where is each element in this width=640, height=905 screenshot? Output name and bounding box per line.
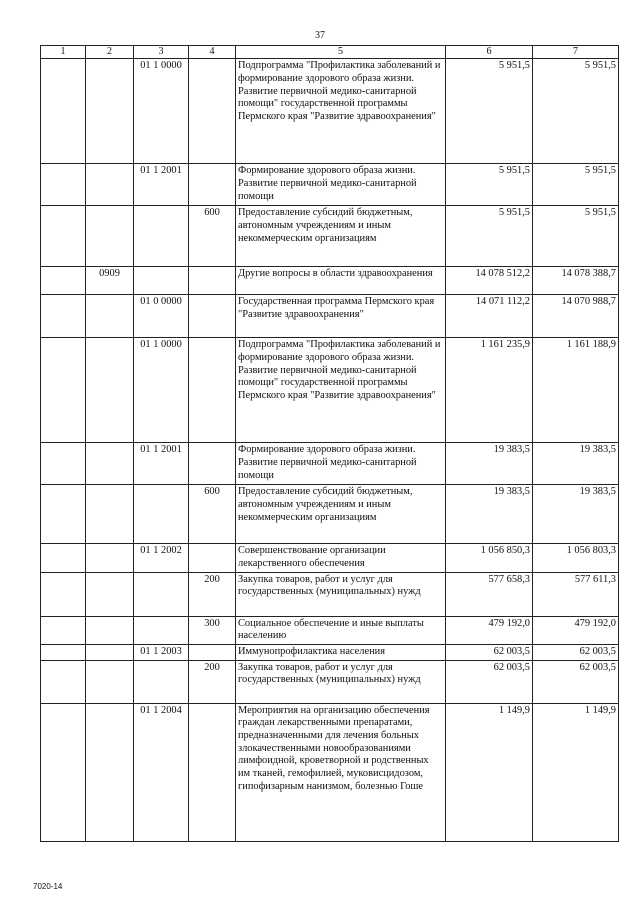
description-cell: Предоставление субсидий бюджетным, автономным учреждениям и иным некоммерческим организациям [236,206,446,267]
amount-cell-col6: 62 003,5 [446,660,533,703]
table-row [41,644,619,660]
subsection-cell [86,644,134,660]
amount-cell-col7: 1 056 803,3 [533,544,619,572]
table-header-row [41,46,619,59]
table-row [41,703,619,841]
expense-type-cell [189,544,236,572]
expense-type-cell [189,59,236,164]
amount-cell-col6: 5 951,5 [446,59,533,164]
subsection-cell [86,660,134,703]
amount-cell-col6: 479 192,0 [446,616,533,644]
column-header: 5 [236,46,446,59]
amount-cell-col6: 577 658,3 [446,572,533,616]
section-cell [41,703,86,841]
amount-cell-col7: 1 161 188,9 [533,338,619,443]
column-header: 7 [533,46,619,59]
expense-type-cell [189,295,236,338]
document-code: 7020-14 [33,882,63,891]
amount-cell-col7: 479 192,0 [533,616,619,644]
target-article-cell [134,616,189,644]
expense-type-cell: 200 [189,572,236,616]
amount-cell-col6: 62 003,5 [446,644,533,660]
target-article-cell: 01 1 2002 [134,544,189,572]
target-article-cell [134,206,189,267]
section-cell [41,660,86,703]
amount-cell-col6: 19 383,5 [446,485,533,544]
description-cell: Иммунопрофилактика населения [236,644,446,660]
table-row [41,443,619,485]
target-article-cell [134,267,189,295]
subsection-cell [86,59,134,164]
amount-cell-col6: 1 161 235,9 [446,338,533,443]
section-cell [41,616,86,644]
target-article-cell: 01 1 0000 [134,338,189,443]
description-cell: Совершенствование организации лекарственного обеспечения [236,544,446,572]
section-cell [41,443,86,485]
target-article-cell: 01 1 2001 [134,443,189,485]
amount-cell-col6: 5 951,5 [446,164,533,206]
description-cell: Подпрограмма "Профилактика заболеваний и формирование здорового образа жизни. Развитие первичной медико-санитарной помощи" государственной программы Пермского края "Развитие здравоохранения" [236,338,446,443]
description-cell: Формирование здорового образа жизни. Развитие первичной медико-санитарной помощи [236,443,446,485]
table-row [41,59,619,164]
section-cell [41,59,86,164]
column-header: 6 [446,46,533,59]
expense-type-cell: 300 [189,616,236,644]
description-cell: Закупка товаров, работ и услуг для государственных (муниципальных) нужд [236,660,446,703]
target-article-cell: 01 0 0000 [134,295,189,338]
description-cell: Другие вопросы в области здравоохранения [236,267,446,295]
amount-cell-col7: 62 003,5 [533,644,619,660]
expense-type-cell [189,443,236,485]
section-cell [41,338,86,443]
section-cell [41,206,86,267]
description-cell: Предоставление субсидий бюджетным, автономным учреждениям и иным некоммерческим организациям [236,485,446,544]
target-article-cell [134,485,189,544]
subsection-cell [86,338,134,443]
expense-type-cell: 200 [189,660,236,703]
table-row [41,295,619,338]
budget-table [40,45,619,842]
column-header: 4 [189,46,236,59]
subsection-cell [86,164,134,206]
section-cell [41,544,86,572]
amount-cell-col7: 1 149,9 [533,703,619,841]
expense-type-cell: 600 [189,206,236,267]
column-header: 1 [41,46,86,59]
section-cell [41,295,86,338]
table-row [41,660,619,703]
description-cell: Государственная программа Пермского края "Развитие здравоохранения" [236,295,446,338]
section-cell [41,267,86,295]
subsection-cell [86,572,134,616]
target-article-cell: 01 1 2001 [134,164,189,206]
expense-type-cell [189,267,236,295]
target-article-cell [134,660,189,703]
table-row [41,544,619,572]
subsection-cell [86,544,134,572]
table-row [41,572,619,616]
table-row [41,206,619,267]
subsection-cell [86,616,134,644]
table-row [41,164,619,206]
amount-cell-col7: 19 383,5 [533,485,619,544]
expense-type-cell [189,164,236,206]
column-header: 2 [86,46,134,59]
section-cell [41,485,86,544]
target-article-cell [134,572,189,616]
section-cell [41,164,86,206]
subsection-cell [86,206,134,267]
amount-cell-col6: 14 078 512,2 [446,267,533,295]
description-cell: Социальное обеспечение и иные выплаты населению [236,616,446,644]
table-row [41,616,619,644]
table-row [41,267,619,295]
description-cell: Мероприятия на организацию обеспечения граждан лекарственными препаратами, предназначенными для лечения больных злокачественными новообразованиями лимфоидной, кроветворной и родственных им тканей, гемофилией, муковисцидозом, гипофизарным нанизмом, болезнью Гоше [236,703,446,841]
table-row [41,485,619,544]
expense-type-cell [189,703,236,841]
amount-cell-col7: 14 070 988,7 [533,295,619,338]
section-cell [41,644,86,660]
target-article-cell: 01 1 2003 [134,644,189,660]
amount-cell-col6: 5 951,5 [446,206,533,267]
target-article-cell: 01 1 2004 [134,703,189,841]
expense-type-cell [189,644,236,660]
section-cell [41,572,86,616]
amount-cell-col7: 5 951,5 [533,59,619,164]
expense-type-cell: 600 [189,485,236,544]
subsection-cell [86,485,134,544]
amount-cell-col6: 19 383,5 [446,443,533,485]
column-header: 3 [134,46,189,59]
description-cell: Формирование здорового образа жизни. Развитие первичной медико-санитарной помощи [236,164,446,206]
amount-cell-col7: 577 611,3 [533,572,619,616]
subsection-cell [86,295,134,338]
subsection-cell [86,703,134,841]
table-row [41,338,619,443]
description-cell: Подпрограмма "Профилактика заболеваний и формирование здорового образа жизни. Развитие первичной медико-санитарной помощи" государственной программы Пермского края "Развитие здравоохранения" [236,59,446,164]
subsection-cell [86,443,134,485]
description-cell: Закупка товаров, работ и услуг для государственных (муниципальных) нужд [236,572,446,616]
amount-cell-col7: 5 951,5 [533,164,619,206]
amount-cell-col7: 5 951,5 [533,206,619,267]
amount-cell-col6: 1 056 850,3 [446,544,533,572]
target-article-cell: 01 1 0000 [134,59,189,164]
subsection-cell: 0909 [86,267,134,295]
amount-cell-col7: 14 078 388,7 [533,267,619,295]
page-number: 37 [315,30,325,41]
amount-cell-col6: 1 149,9 [446,703,533,841]
amount-cell-col6: 14 071 112,2 [446,295,533,338]
expense-type-cell [189,338,236,443]
amount-cell-col7: 19 383,5 [533,443,619,485]
amount-cell-col7: 62 003,5 [533,660,619,703]
